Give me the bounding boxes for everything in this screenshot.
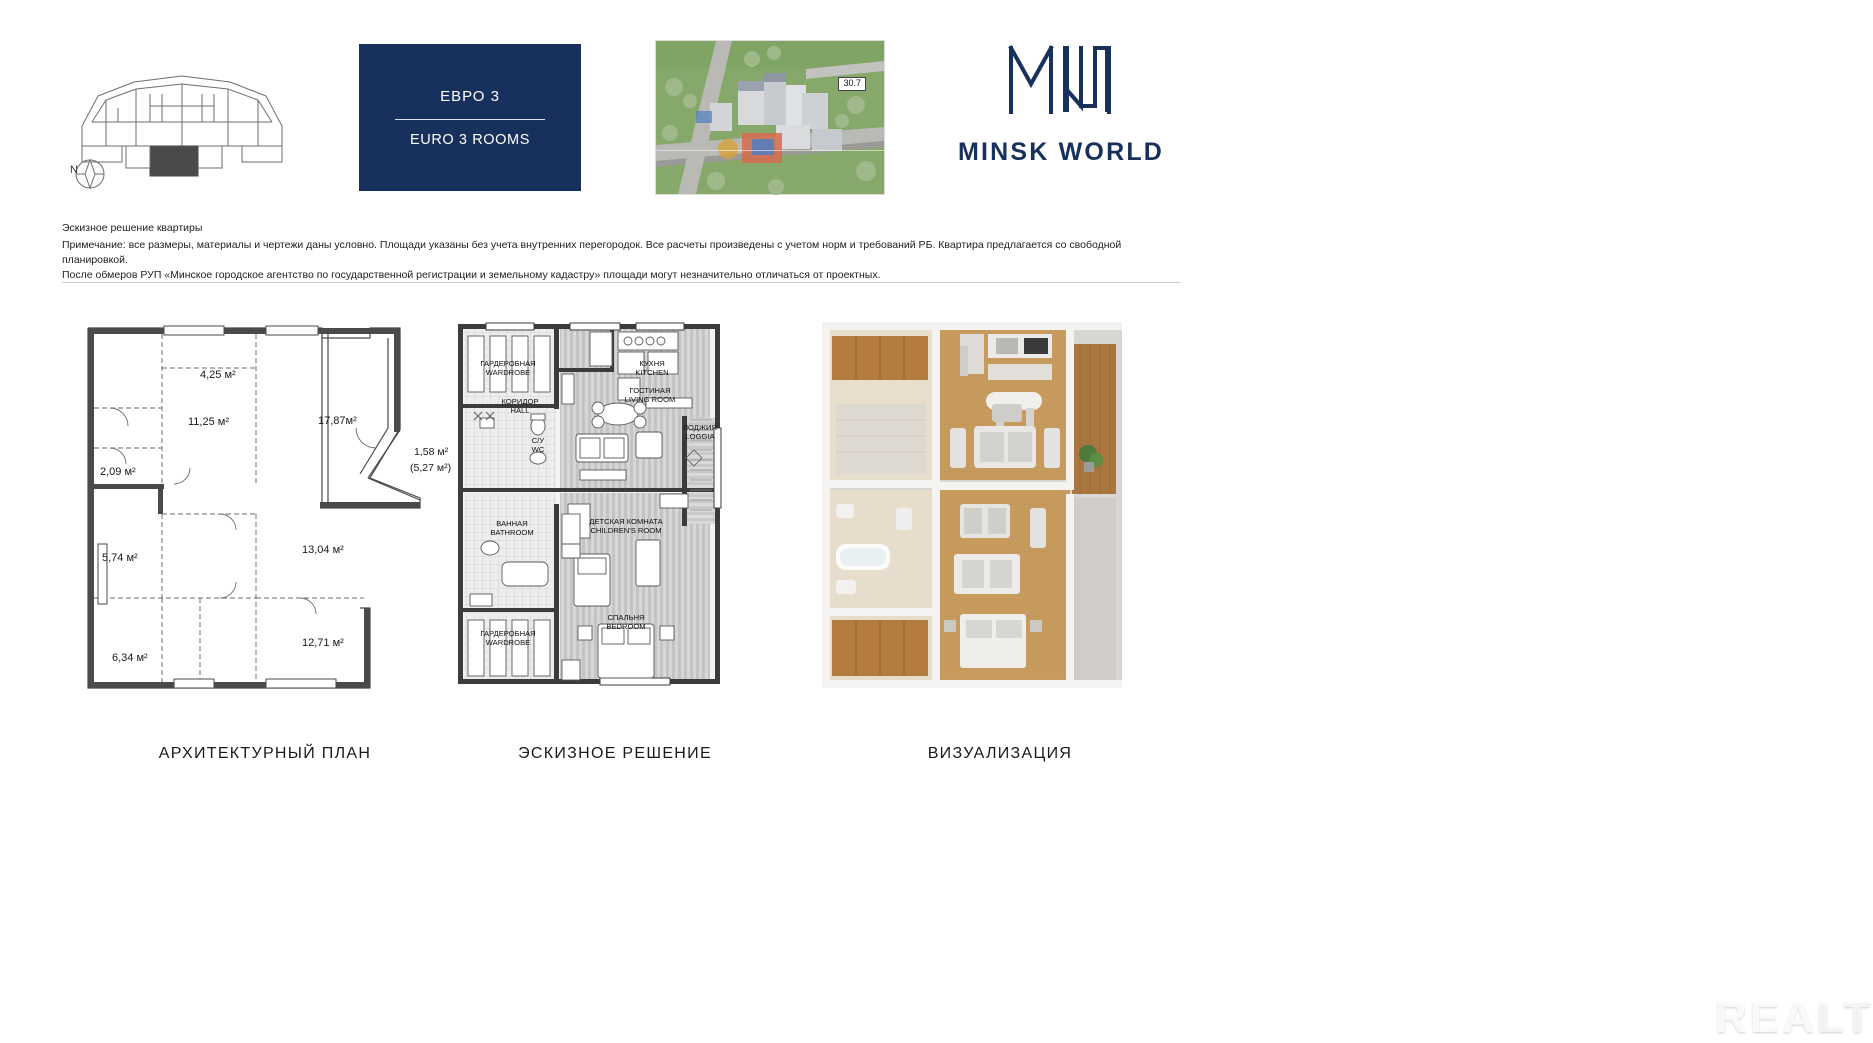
area-label: 2,09 м² (100, 466, 136, 478)
room-label-ru: СПАЛЬНЯ (607, 613, 645, 622)
watermark-part-b: LT (1816, 993, 1873, 1042)
area-label: 12,71 м² (302, 637, 344, 649)
apartment-type-title (359, 44, 581, 191)
room-label-en: CHILDREN'S ROOM (590, 526, 662, 535)
room-label-en: BEDROOM (606, 622, 646, 631)
title-divider (395, 119, 545, 120)
document-header (0, 0, 1239, 212)
room-label-ru: ГАРДЕРОБНАЯ (480, 629, 536, 638)
site-location-map (655, 40, 885, 195)
room-label-ru: ГОСТИНАЯ (629, 386, 671, 395)
area-label: 13,04 м² (302, 544, 344, 556)
note-line-1: Примечание: все размеры, материалы и чертежи даны условно. Площади указаны без учета внутренних перегородок. Все расчеты произведены с учетом норм и требований РБ. Квартира предлагается со свободной планировкой. (62, 239, 1122, 266)
note-block (62, 222, 1180, 283)
area-label: 11,25 м² (188, 416, 229, 428)
architectural-plan (70, 308, 460, 708)
room-label-en: WC (531, 445, 545, 454)
compass-north-label: N (70, 164, 78, 176)
room-label-en: LIVING ROOM (624, 395, 676, 404)
area-label: 17,87м² (318, 415, 357, 427)
room-label-en: LOGGIA (685, 432, 715, 441)
title-ru: ЕВРО 3 (440, 87, 500, 105)
room-label-en: HALL (510, 406, 530, 415)
room-label-en: BATHROOM (490, 528, 534, 537)
title-en: EURO 3 ROOMS (410, 131, 530, 148)
room-label-ru: ГАРДЕРОБНАЯ (480, 359, 536, 368)
caption-visualisation: ВИЗУАЛИЗАЦИЯ (927, 745, 1073, 762)
room-label-ru: ЛОДЖИЯ (683, 423, 717, 432)
brand-name: MINSK WORLD (957, 138, 1165, 166)
watermark (1715, 993, 1873, 1043)
room-label-ru: ДЕТСКАЯ КОМНАТА (589, 517, 663, 526)
building-key-plan (62, 34, 302, 194)
room-label-en: WARDROBE (485, 368, 531, 377)
watermark-part-a: REA (1715, 993, 1817, 1042)
area-label: 1,58 м² (414, 446, 449, 458)
note-line-2: После обмеров РУП «Минское городское агентство по государственной регистрации и земельному кадастру» площади могут незначительно отличаться от проектных. (62, 269, 881, 281)
area-label: (5,27 м²) (410, 462, 452, 474)
map-building-badge: 30.7 (838, 77, 866, 91)
room-label-en: WARDROBE (485, 638, 531, 647)
area-label: 5,74 м² (102, 552, 138, 564)
area-label: 4,25 м² (200, 369, 236, 381)
mw-monogram-icon (941, 40, 1181, 120)
caption-architectural: АРХИТЕКТУРНЫЙ ПЛАН (158, 745, 372, 762)
room-label-en: KITCHEN (635, 368, 669, 377)
brand-block (941, 40, 1181, 167)
room-label-ru: КУХНЯ (639, 359, 665, 368)
sketch-plan (450, 308, 780, 708)
note-title: Эскизное решение квартиры (62, 222, 203, 234)
caption-sketch: ЭСКИЗНОЕ РЕШЕНИЕ (518, 745, 712, 762)
room-label-ru: С/У (531, 436, 545, 445)
room-label-ru: КОРИДОР (501, 397, 539, 406)
header-divider (62, 282, 1180, 283)
room-label-ru: ВАННАЯ (496, 519, 528, 528)
area-label: 6,34 м² (112, 652, 148, 664)
